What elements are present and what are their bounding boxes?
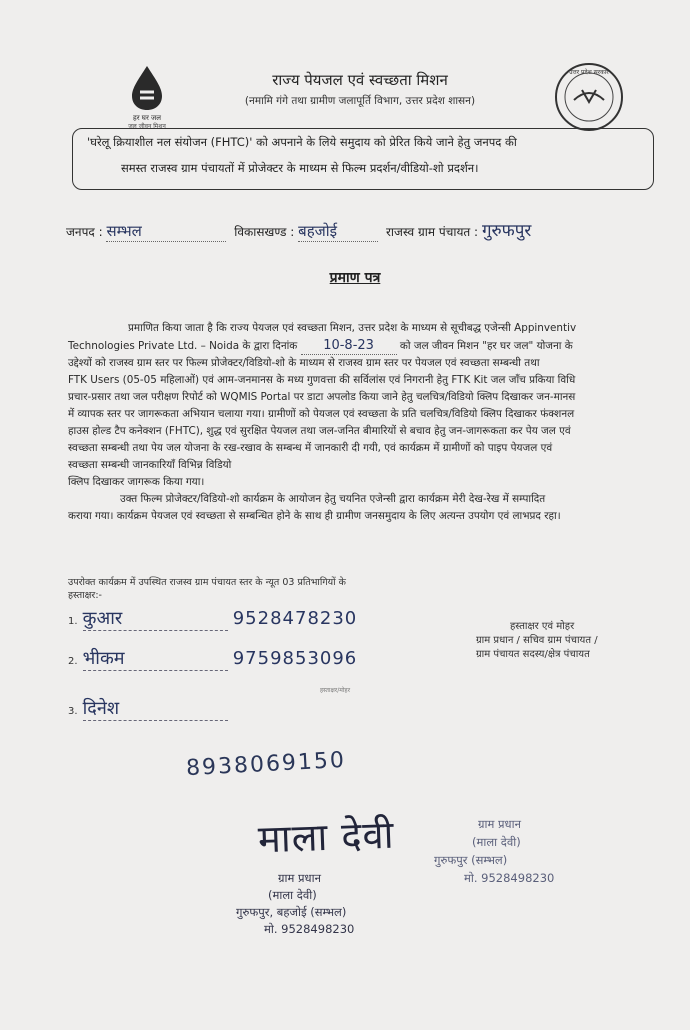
up-government-seal	[552, 60, 626, 134]
body-line-4: FTK Users (05-05 महिलाओं) एवं आम-जनमानस के मध्य गुणवत्ता की सर्विलांस एवं निगरानी हेतु FTK Kit जल जाँच प्रकिया विधि	[68, 374, 576, 386]
tiny-note: हस्ताक्षर/मोहर	[320, 687, 351, 694]
participants-intro-line-2: हस्ताक्षर:-	[68, 590, 102, 601]
body-line-2	[68, 337, 668, 355]
banner-line-1: 'घरेलू क्रियाशील नल संयोजन (FHTC)' को अपनाने के लिये समुदाय को प्रेरित किये जाने हेतु जनपद की	[87, 135, 517, 149]
gram-panchayat-value: गुरुफपुर	[481, 221, 532, 241]
participant-phone: 9759853096	[232, 648, 358, 669]
signatory-line-3: ग्राम पंचायत सदस्य/क्षेत्र पंचायत	[476, 649, 590, 660]
stamp-black-line-3: गुरुफपुर, बहजोई (सम्भल)	[236, 905, 347, 919]
participant-number: 1.	[68, 616, 78, 627]
block-value: बहजोई	[298, 221, 378, 242]
body-line-7: हाउस होल्ड टैप कनेक्शन (FHTC), शुद्ध एवं सुरक्षित पेयजल तथा जल-जनित बीमारियों से बचाव हेतु जन-जागरूकता कर पेय जल एवं	[68, 425, 571, 437]
participant-row	[68, 696, 228, 721]
body-line-12: कराया गया। कार्यक्रम पेयजल एवं स्वच्छता से सम्बन्धित होने के साथ ही ग्रामीण जनसमुदाय के लिए अत्यन्त उपयोग एवं लाभप्रद रहा।	[68, 510, 561, 522]
location-line	[66, 218, 577, 242]
participant-name: भीकम	[83, 646, 228, 671]
program-banner	[72, 128, 654, 190]
stamp-blue-line-4: मो. 9528498230	[464, 871, 555, 885]
participant-number: 2.	[68, 656, 78, 667]
participants-intro	[68, 576, 346, 602]
body-line-10: क्लिप दिखाकर जागरूक किया गया।	[68, 476, 205, 488]
body-line-11: उक्त फिल्म प्रोजेक्टर/विडियो-शो कार्यक्रम के आयोजन हेतु चयनित एजेन्सी द्वारा कार्यक्रम मेरी देख-रेख में सम्पादित	[120, 493, 546, 505]
org-subtitle: (नमामि गंगे तथा ग्रामीण जलापूर्ति विभाग, उत्तर प्रदेश शासन)	[244, 95, 476, 107]
blue-stamp	[430, 815, 600, 887]
body-line-2b: को जल जीवन मिशन "हर घर जल" योजना के	[399, 340, 573, 352]
banner-line-2: समस्त राजस्व ग्राम पंचायतों में प्रोजेक्टर के माध्यम से फिल्म प्रदर्शन/वीडियो-शो प्रदर्शन।	[121, 161, 479, 175]
certificate-body	[68, 320, 668, 525]
signatory-block	[476, 620, 656, 662]
stamp-black-line-2: (माला देवी)	[268, 888, 317, 902]
participant-name: कुआर	[83, 606, 228, 631]
signatory-line-2: ग्राम प्रधान / सचिव ग्राम पंचायत /	[476, 635, 598, 646]
program-date: 10-8-23	[301, 337, 397, 355]
signatory-line-1: हस्ताक्षर एवं मोहर	[510, 621, 575, 632]
block-label: विकासखण्ड :	[234, 225, 295, 239]
signature: माला देवी	[257, 812, 396, 862]
district-label: जनपद :	[66, 225, 103, 239]
logo-right-text: उत्तर प्रदेश सरकार	[569, 69, 609, 76]
logo-left-subtext: जल जीवन मिशन	[128, 123, 166, 130]
handwritten-phone: 8938069150	[185, 747, 347, 782]
org-title: राज्य पेयजल एवं स्वच्छता मिशन	[272, 71, 448, 89]
stamp-black-line-4: मो. 9528498230	[264, 922, 355, 936]
participant-number: 3.	[68, 706, 78, 717]
black-stamp	[228, 870, 418, 938]
body-line-8: स्वच्छता सम्बन्धी तथा पेय जल योजना के रख-रखाव के सम्बन्ध में जानकारी दी गयी, एवं कार्यक्रम में ग्रामीणों को पाइप पेयजल एवं	[68, 442, 553, 454]
body-line-6: में व्यापक स्तर पर जागरूकता अभियान चलाया गया। ग्रामीणों को पेयजल एवं स्वच्छता के प्रति चलचित्र/विडियो क्लिप दिखाकर फंक्शनल	[68, 408, 575, 420]
certificate-heading: प्रमाण पत्र	[329, 270, 381, 286]
body-line-1: प्रमाणित किया जाता है कि राज्य पेयजल एवं स्वच्छता मिशन, उत्तर प्रदेश के माध्यम से सूचीबद्ध एजेन्सी Appinventiv	[128, 322, 577, 334]
participant-name: दिनेश	[83, 696, 228, 721]
logo-left-text: हर घर जल	[133, 114, 161, 122]
participant-row	[68, 646, 357, 671]
gram-panchayat-label: राजस्व ग्राम पंचायत :	[385, 225, 479, 239]
body-line-5: प्रचार-प्रसार तथा जल परीक्षण रिपोर्ट को WQMIS Portal पर डाटा अपलोड किया जाने हेतु चलचित्र/विडियो क्लिप दिखाकर जन-मानस	[68, 391, 576, 403]
participant-row	[68, 606, 357, 631]
stamp-blue-line-3: गुरुफपुर (सम्भल)	[434, 853, 508, 867]
body-line-2a: Technologies Private Ltd. – Noida के द्वारा दिनांक	[68, 340, 298, 352]
participants-intro-line-1: उपरोक्त कार्यक्रम में उपस्थित राजस्व ग्राम पंचायत स्तर के न्यूत 03 प्रतिभागियों के	[68, 577, 346, 588]
district-value: सम्भल	[106, 221, 226, 242]
stamp-blue-line-1: ग्राम प्रधान	[478, 817, 521, 831]
body-line-3: उद्देश्यों को राजस्व ग्राम स्तर पर फिल्म प्रोजेक्टर/विडियो-शो के माध्यम से राजस्व ग्राम स्तर पर पेयजल एवं स्वच्छता सम्बन्धी तथा	[68, 357, 540, 369]
jal-jeevan-mission-logo	[112, 62, 182, 132]
stamp-black-line-1: ग्राम प्रधान	[278, 871, 321, 885]
stamp-blue-line-2: (माला देवी)	[472, 835, 521, 849]
body-line-9: स्वच्छता सम्बन्धी जानकारियाँ विभिन्न विडियो	[68, 459, 232, 471]
participant-phone: 9528478230	[232, 608, 358, 629]
